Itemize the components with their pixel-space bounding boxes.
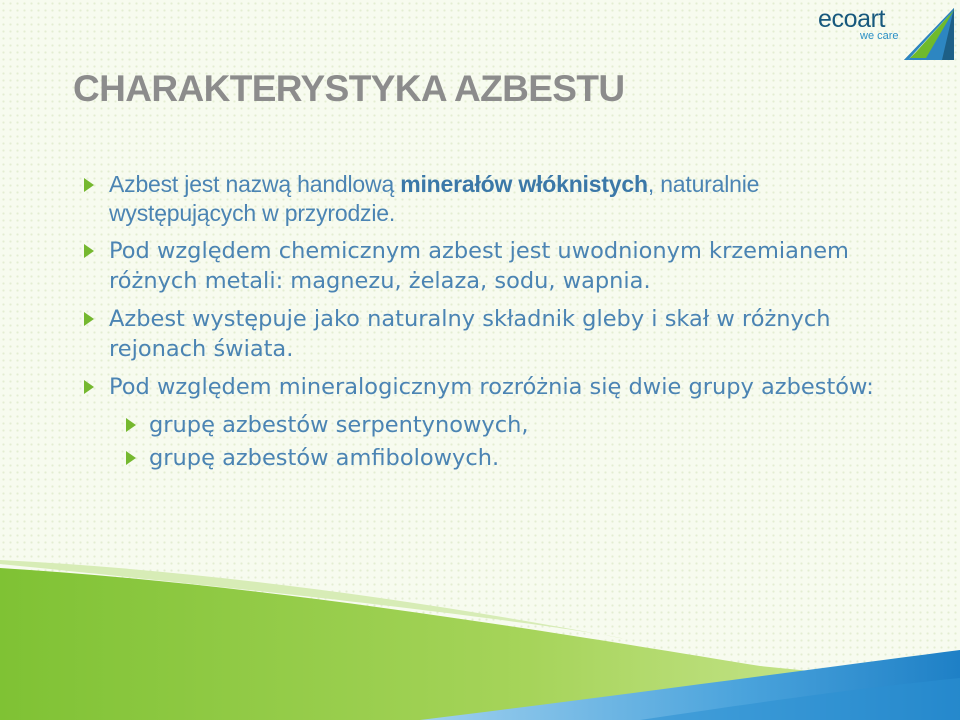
logo-triangle-icon <box>902 6 956 62</box>
bullet-bold-text: minerałów włóknistych <box>400 171 648 197</box>
bullet-item <box>84 236 884 296</box>
decorative-wave <box>0 560 960 720</box>
ecoart-logo <box>818 4 956 64</box>
bullet-text: Azbest jest nazwą handlową <box>109 171 401 197</box>
sub-bullet-arrow-icon <box>126 451 136 465</box>
bullet-arrow-icon <box>84 178 94 192</box>
bullet-text: , naturalnie występujących w przyrodzie. <box>109 171 760 226</box>
bullet-arrow-icon <box>84 312 94 326</box>
sub-bullet-text: grupę azbestów amfibolowych. <box>149 445 500 471</box>
logo-tagline: we care <box>860 30 899 42</box>
sub-bullet-arrow-icon <box>126 418 136 432</box>
bullet-item <box>84 170 884 228</box>
bullet-list <box>84 170 884 476</box>
bullet-item <box>84 372 884 402</box>
bullet-arrow-icon <box>84 380 94 394</box>
slide-title: CHARAKTERYSTYKA AZBESTU <box>73 68 625 109</box>
bullet-text: Azbest występuje jako naturalny składnik gleby i skał w różnych rejonach świata. <box>109 306 831 362</box>
sub-bullet-text: grupę azbestów serpentynowych, <box>149 412 529 438</box>
bullet-arrow-icon <box>84 244 94 258</box>
bullet-text: Pod względem mineralogicznym rozróżnia się dwie grupy azbestów: <box>109 374 874 400</box>
logo-wordmark: ecoart <box>818 5 886 33</box>
sub-bullet-item <box>126 410 884 440</box>
bullet-text: Pod względem chemicznym azbest jest uwodnionym krzemianem różnych metali: magnezu, żelaza, sodu, wapnia. <box>109 238 849 294</box>
bullet-item <box>84 304 884 364</box>
sub-bullet-item <box>126 443 884 473</box>
